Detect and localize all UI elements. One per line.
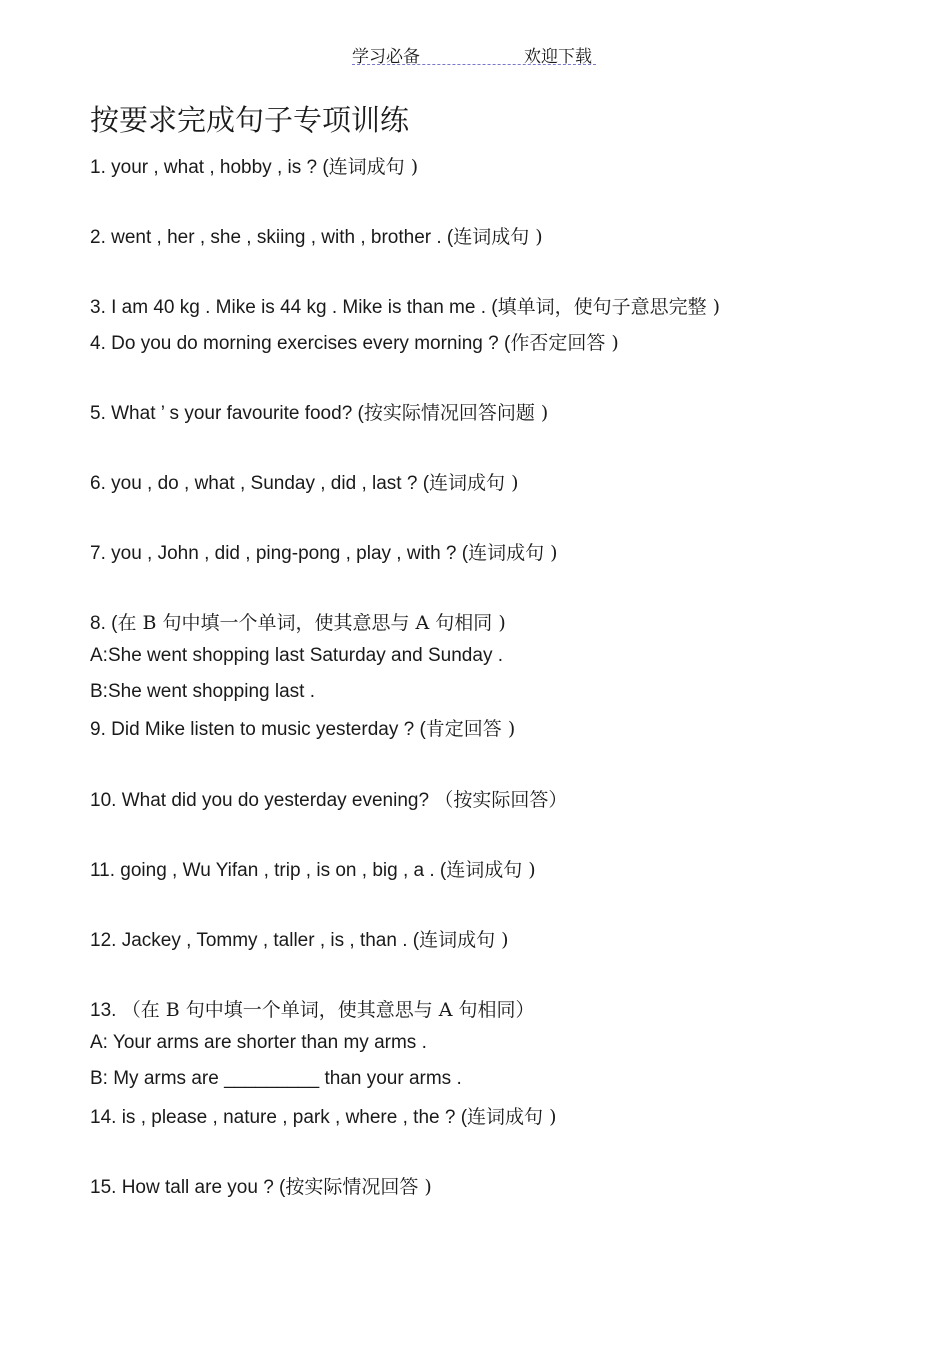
question-5: 5. What ’ s your favourite food? (按实际情况回答问题 ) <box>90 402 549 424</box>
question-2: 2. went , her , she , skiing , with , brother . (连词成句 ) <box>90 226 543 248</box>
question-8-sentence-a: A:She went shopping last Saturday and Sunday . <box>90 645 503 666</box>
question-7: 7. you , John , did , ping-pong , play , with ? (连词成句 ) <box>90 542 558 564</box>
question-14: 14. is , please , nature , park , where , the ? (连词成句 ) <box>90 1106 557 1128</box>
page-header <box>352 40 596 65</box>
header-left-text: 学习必备 <box>352 47 420 67</box>
question-11: 11. going , Wu Yifan , trip , is on , big , a . (连词成句 ) <box>90 859 536 881</box>
question-9: 9. Did Mike listen to music yesterday ? (肯定回答 ) <box>90 718 516 740</box>
question-8-sentence-b: B:She went shopping last . <box>90 681 315 702</box>
question-13: 13. （在 B 句中填一个单词，使其意思与 A 句相同） <box>90 999 535 1021</box>
question-6: 6. you , do , what , Sunday , did , last ? (连词成句 ) <box>90 472 519 494</box>
question-4: 4. Do you do morning exercises every morning ? (作否定回答 ) <box>90 332 619 354</box>
question-10: 10. What did you do yesterday evening? （按实际回答） <box>90 789 568 811</box>
question-13-sentence-b: B: My arms are _________ than your arms . <box>90 1068 462 1089</box>
header-right-text: 欢迎下载 <box>524 47 592 67</box>
question-12: 12. Jackey , Tommy , taller , is , than . (连词成句 ) <box>90 929 509 951</box>
question-13-sentence-a: A: Your arms are shorter than my arms . <box>90 1032 427 1053</box>
document-title: 按要求完成句子专项训练 <box>90 103 410 137</box>
question-15: 15. How tall are you ? (按实际情况回答 ) <box>90 1176 432 1198</box>
question-3: 3. I am 40 kg . Mike is 44 kg . Mike is than me . (填单词，使句子意思完整 ) <box>90 296 721 318</box>
question-8: 8. (在 B 句中填一个单词，使其意思与 A 句相同 ) <box>90 612 506 634</box>
question-1: 1. your , what , hobby , is ? (连词成句 ) <box>90 156 419 178</box>
